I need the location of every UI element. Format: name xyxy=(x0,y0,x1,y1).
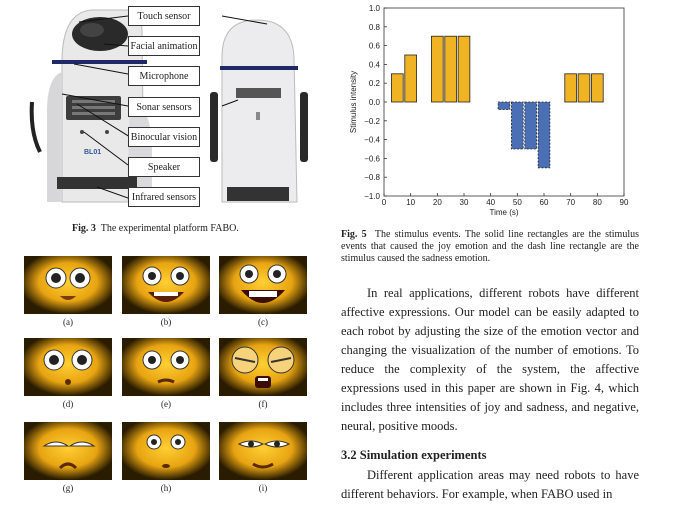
xtick-label-4: 40 xyxy=(486,198,496,207)
label-facial-animation: Facial animation xyxy=(128,36,200,56)
ytick-label-3: −0.4 xyxy=(364,135,380,145)
face-c xyxy=(219,256,307,314)
fig5-caption: Fig. 5 The stimulus events. The solid line rectangles are the stimulus events that caused the joy emotion and the dash line rectangle are the stimulus caused the sadness emotion. xyxy=(341,229,639,264)
label-sonar-sensors: Sonar sensors xyxy=(128,97,200,117)
face-h xyxy=(122,422,210,480)
robot-back xyxy=(210,20,308,202)
ytick-label-7: 0.4 xyxy=(368,60,380,70)
ytick-label-1: −0.8 xyxy=(364,173,380,183)
ytick-label-0: −1.0 xyxy=(364,192,380,201)
xtick-label-8: 80 xyxy=(592,198,602,207)
bar-7 xyxy=(511,102,523,149)
bar-3 xyxy=(445,36,457,102)
xtick-label-9: 90 xyxy=(619,198,629,207)
x-axis-label: Time (s) xyxy=(489,208,519,217)
bar-2 xyxy=(431,36,443,102)
xtick-label-3: 30 xyxy=(459,198,469,207)
fig3-caption: Fig. 3 The experimental platform FABO. xyxy=(72,223,239,234)
bar-1 xyxy=(405,55,417,102)
label-binocular-vision: Binocular vision xyxy=(128,127,200,147)
sublabel-b: (b) xyxy=(160,317,172,327)
ytick-label-4: −0.2 xyxy=(364,116,380,126)
sublabel-f: (f) xyxy=(258,399,268,409)
sublabel-g: (g) xyxy=(62,483,74,493)
face-d xyxy=(24,338,112,396)
bar-6 xyxy=(498,102,510,110)
ytick-label-10: 1.0 xyxy=(368,4,380,13)
xtick-label-2: 20 xyxy=(432,198,442,207)
face-i xyxy=(219,422,307,480)
body-paragraph-1: In real applications, different robots have different affective expressions. Our model can be easily adapted to each robot by adjusting the size of the emotion vector and changing the visualization of the number of emotions. To reduce the complexity of the system, the affective expressions used in this paper are shown in Fig. 4, which includes three intensities of joy and sadness, and negative, neural, positive moods. xyxy=(341,286,639,433)
face-f xyxy=(219,338,307,396)
xtick-label-6: 60 xyxy=(539,198,549,207)
bar-4 xyxy=(458,36,470,102)
sublabel-d: (d) xyxy=(62,399,74,409)
section-heading: 3.2 Simulation experiments xyxy=(341,448,487,462)
sublabel-a: (a) xyxy=(63,317,73,327)
label-infrared-sensors: Infrared sensors xyxy=(128,187,200,207)
bar-11 xyxy=(578,74,590,102)
label-touch-sensor: Touch sensor xyxy=(128,6,200,26)
label-speaker: Speaker xyxy=(128,157,200,177)
xtick-label-5: 50 xyxy=(512,198,522,207)
body-paragraph-2: Different application areas may need robots to have different behaviors. For example, when FABO used in xyxy=(341,468,639,501)
face-e xyxy=(122,338,210,396)
bar-12 xyxy=(591,74,603,102)
xtick-label-1: 10 xyxy=(406,198,416,207)
xtick-label-7: 70 xyxy=(566,198,576,207)
face-b xyxy=(122,256,210,314)
y-axis-label: Stimulus intensity xyxy=(349,70,358,134)
ytick-label-8: 0.6 xyxy=(368,41,380,51)
sublabel-e: (e) xyxy=(161,399,171,409)
sublabel-h: (h) xyxy=(160,483,172,493)
ytick-label-6: 0.2 xyxy=(368,79,380,89)
xtick-label-0: 0 xyxy=(381,198,387,207)
ytick-label-2: −0.6 xyxy=(364,154,380,164)
ytick-label-5: 0.0 xyxy=(368,98,380,107)
ytick-label-9: 0.8 xyxy=(368,22,380,32)
bar-10 xyxy=(565,74,577,102)
label-microphone: Microphone xyxy=(128,66,200,86)
face-a xyxy=(24,256,112,314)
bar-9 xyxy=(538,102,550,168)
sublabel-i: (i) xyxy=(258,483,268,493)
robot-badge: BL01 xyxy=(84,149,102,156)
bar-8 xyxy=(525,102,537,149)
stimulus-chart xyxy=(340,0,640,222)
bar-0 xyxy=(391,74,403,102)
sublabel-c: (c) xyxy=(258,317,268,327)
face-g xyxy=(24,422,112,480)
